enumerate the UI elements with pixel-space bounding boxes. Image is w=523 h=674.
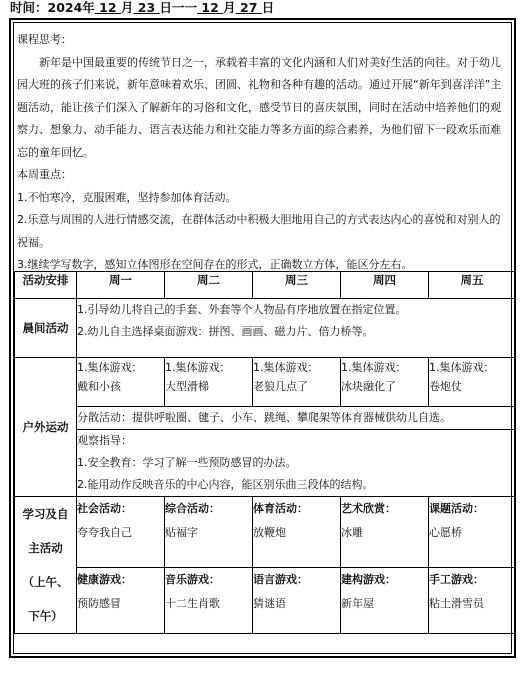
morning-row (15, 299, 516, 358)
activity-title: 综合活动： (165, 502, 220, 515)
focus-item-2: 2.乐意与周围的人进行情感交流，在群体活动中积极大胆地用自己的方式表达内心的喜悦和对别人的祝福。 (17, 213, 501, 249)
study-wed-2 (253, 567, 341, 633)
schedule-table (14, 271, 516, 634)
outdoor-observe (77, 430, 516, 497)
study-row-2 (15, 567, 516, 633)
study-thu-2 (341, 567, 429, 633)
game-name: 老狼几点了 (253, 380, 308, 393)
game-title: 1.集体游戏： (429, 361, 495, 374)
activity-title: 建构游戏： (341, 572, 396, 586)
start-day: 23 (133, 0, 160, 15)
date-prefix: 时间：2024年 (10, 0, 95, 15)
game-name: 戴和小孩 (77, 380, 121, 393)
outdoor-observe-row (15, 430, 516, 497)
observe-label: 观察指导： (77, 434, 132, 447)
study-label-line-3: （上午、 (22, 575, 69, 589)
thoughts-label: 课程思考： (17, 33, 72, 46)
day-friday: 周五 (429, 272, 516, 299)
game-title: 1.集体游戏： (341, 361, 407, 374)
game-name: 卷炮仗 (429, 380, 462, 393)
activity-content: 夸夸我自己 (77, 526, 132, 539)
morning-content (77, 299, 516, 358)
outdoor-scatter: 分散活动：提供呼啦圈、毽子、小车、跳绳、攀爬架等体育器械供幼儿自选。 (77, 407, 516, 430)
activity-content: 猜谜语 (253, 596, 286, 610)
start-month: 12 (94, 0, 121, 15)
focus-item-3: 3.继续学写数字，感知立体图形在空间存在的形式，正确数立方体，能区分左右。 (17, 258, 413, 271)
observe-item-1: 1.安全教育：学习了解一些预防感冒的办法。 (77, 456, 297, 469)
game-title: 1.集体游戏： (253, 361, 319, 374)
activity-content: 冰雕 (341, 526, 363, 539)
activity-title: 艺术欣赏： (341, 502, 396, 515)
activity-content: 十二生肖歌 (165, 596, 220, 610)
game-name: 冰块融化了 (341, 380, 396, 393)
study-label (15, 497, 77, 634)
observe-item-2: 2.能用动作反映音乐的中心内容，能区别乐曲三段体的结构。 (77, 478, 374, 491)
activity-title: 体育活动： (253, 502, 308, 515)
activity-content: 心愿桥 (429, 526, 462, 539)
outdoor-scatter-row (15, 407, 516, 430)
end-month: 12 (197, 0, 224, 15)
day-tuesday: 周二 (165, 272, 253, 299)
table-header-row (15, 272, 516, 299)
morning-item-2: 2.幼儿自主选择桌面游戏：拼图、画画、磁力片、倍力桥等。 (77, 325, 374, 338)
outdoor-label: 户外运动 (15, 358, 77, 497)
game-name: 大型滑梯 (165, 380, 209, 393)
day-thursday: 周四 (341, 272, 429, 299)
plan-inner-frame (13, 22, 512, 654)
thoughts-text: 新年是中国最重要的传统节日之一，承载着丰富的文化内涵和人们对美好生活的向往。对于幼儿园大班的孩子们来说，新年意味着欢乐、团圆、礼物和各种有趣的活动。通过开展“新年到喜洋洋”主题活动，能让孩子们深入了解新年的习俗和文化，感受节日的喜庆氛围，同时在活动中培养他们的观察力、想象力、动手能力、语言表达能力和社交能力等多方面的综合素养，为他们留下一段欢乐而难忘的童年回忆。 (17, 55, 502, 159)
month-char-2: 月 (223, 0, 236, 15)
activity-content: 粘土滑雪员 (429, 596, 484, 610)
study-label-line-1: 学习及自 (22, 507, 69, 521)
study-tue-1 (165, 497, 253, 568)
morning-label: 晨间活动 (15, 299, 77, 358)
study-row-1 (15, 497, 516, 568)
study-thu-1 (341, 497, 429, 568)
study-fri-2 (429, 567, 516, 633)
end-day: 27 (235, 0, 262, 15)
month-char-1: 月 (120, 0, 134, 15)
study-label-line-4: 下午） (28, 609, 63, 623)
morning-item-1: 1.引导幼儿将自己的手套、外套等个人物品有序地放置在指定位置。 (77, 303, 407, 316)
study-tue-2 (165, 567, 253, 633)
game-title: 1.集体游戏： (165, 361, 231, 374)
corner-cell: 活动安排 (15, 272, 77, 299)
focus-label: 本周重点： (17, 168, 72, 181)
intro-section (14, 23, 511, 271)
game-title: 1.集体游戏： (77, 361, 143, 374)
outdoor-game-thu (341, 358, 429, 407)
activity-title: 课题活动： (429, 502, 484, 515)
activity-content: 贴福字 (165, 526, 198, 539)
study-mon-1 (77, 497, 165, 568)
day-dash: 日一一 (159, 0, 198, 15)
study-mon-2 (77, 567, 165, 633)
day-wednesday: 周三 (253, 272, 341, 299)
study-label-line-2: 主活动 (28, 541, 63, 555)
day-monday: 周一 (77, 272, 165, 299)
activity-content: 新年屋 (341, 596, 374, 610)
study-wed-1 (253, 497, 341, 568)
outdoor-game-tue (165, 358, 253, 407)
date-header (10, 0, 274, 18)
outdoor-game-fri (429, 358, 516, 407)
outdoor-game-mon (77, 358, 165, 407)
activity-title: 健康游戏： (77, 572, 132, 586)
activity-content: 预防感冒 (77, 596, 121, 610)
outdoor-game-wed (253, 358, 341, 407)
activity-title: 音乐游戏： (165, 572, 220, 586)
activity-title: 社会活动： (77, 502, 132, 515)
focus-item-1: 1.不怕寒冷，克服困难，坚持参加体育活动。 (17, 190, 237, 204)
activity-title: 手工游戏： (429, 572, 484, 586)
activity-content: 放鞭炮 (253, 526, 286, 539)
plan-frame (9, 18, 516, 658)
study-fri-1 (429, 497, 516, 568)
day-end: 日 (261, 0, 275, 15)
activity-title: 语言游戏： (253, 572, 308, 586)
outdoor-games-row (15, 358, 516, 407)
